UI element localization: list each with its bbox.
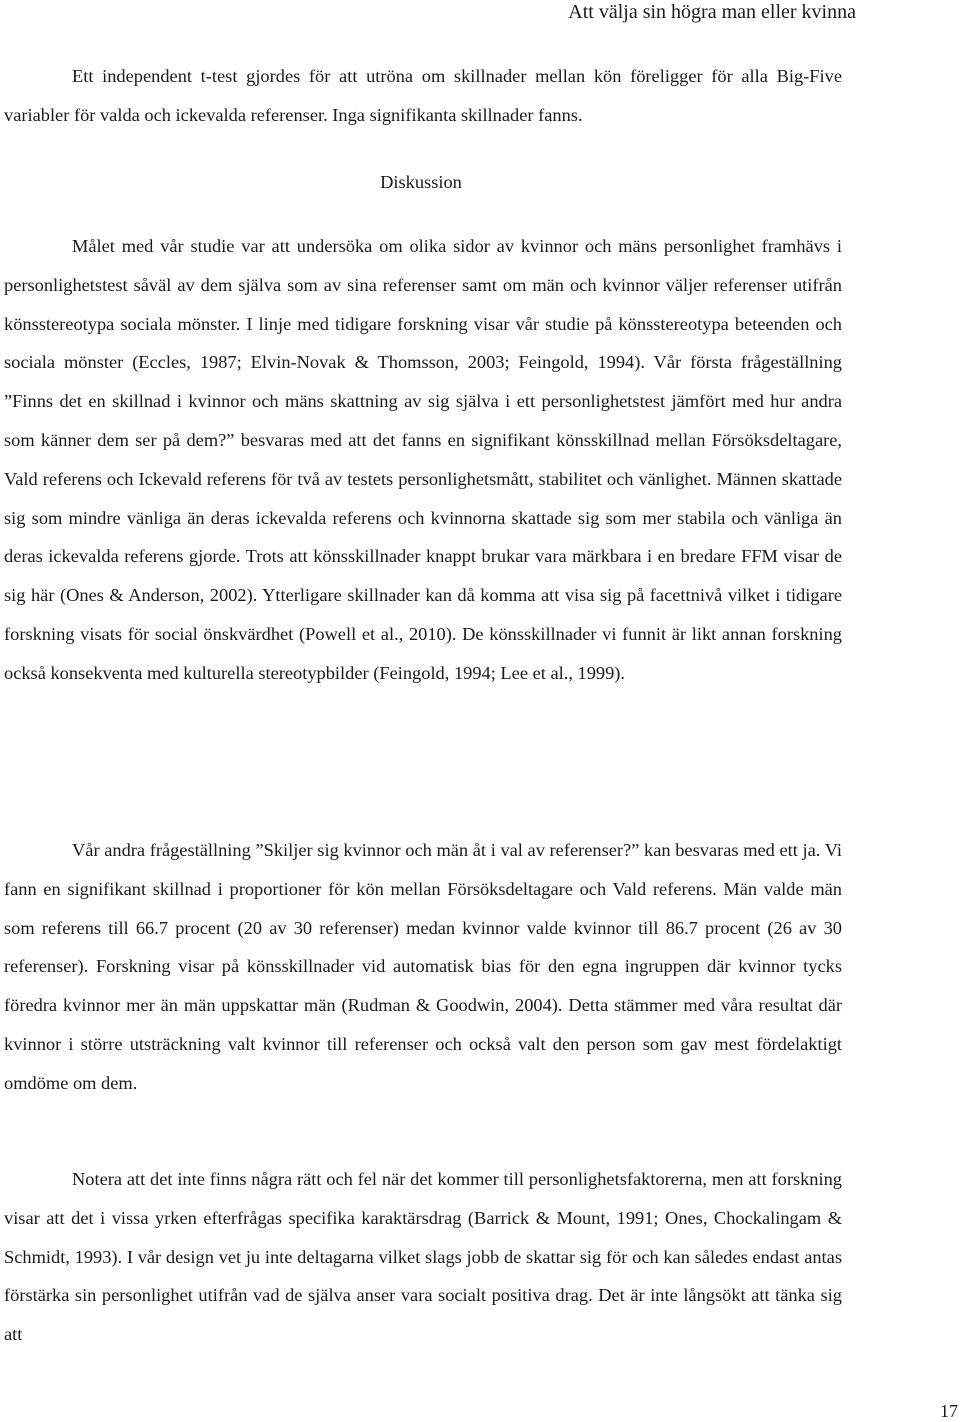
paragraph-discussion-3: Notera att det inte finns några rätt och fel när det kommer till personlighetsfaktorerna, men att forskning visar att det i vissa yrken efterfrågas specifika karaktärsdrag (Barrick & Mount, 1991; Ones, Chockalingam & Schmidt, 1993). I vår design vet ju inte deltagarna vilket slags jobb de skattar sig för och kan således endast antas förstärka sin personlighet utifrån vad de själva anser vara socialt positiva drag. Det är inte långsökt att tänka sig att: [4, 1169, 842, 1345]
paragraph-discussion-1: Målet med vår studie var att undersöka om olika sidor av kvinnor och mäns personlighet framhävs i personlighetstest såväl av dem själva som av sina referenser samt om män och kvinnor väljer referenser utifrån könsstereotypa sociala mönster. I linje med tidigare forskning visar vår studie på könsstereotypa beteenden och sociala mönster (Eccles, 1987; Elvin-Novak & Thomsson, 2003; Feingold, 1994). Vår första frågeställning ”Finns det en skillnad i kvinnor och mäns skattning av sig själva i ett personlighetstest jämfört med hur andra som känner dem ser på dem?” besvaras med att det fanns en signifikant könsskillnad mellan Försöksdeltagare, Vald referens och Ickevald referens för två av testets personlighetsmått, stabilitet och vänlighet. Männen skattade sig som mindre vänliga än deras ickevalda referens och kvinnorna skattade sig som mer stabila och vänliga än deras ickevalda referens gjorde. Trots att könsskillnader knappt brukar vara märkbara i en bredare FFM visar de sig här (Ones & Anderson, 2002). Ytterligare skillnader kan då komma att visa sig på facettnivå vilket i tidigare forskning visats för social önskvärdhet (Powell et al., 2010). De könsskillnader vi funnit är likt annan forskning också konsekventa med kulturella stereotypbilder (Feingold, 1994; Lee et al., 1999).: [4, 236, 842, 683]
section-heading: Diskussion: [380, 172, 462, 192]
page-number: 17: [940, 1401, 958, 1421]
running-header: Att välja sin högra man eller kvinna: [568, 1, 856, 23]
paragraph-discussion-2: Vår andra frågeställning ”Skiljer sig kvinnor och män åt i val av referenser?” kan besvaras med ett ja. Vi fann en signifikant skillnad i proportioner för kön mellan Försöksdeltagare och Vald referens. Män valde män som referens till 66.7 procent (20 av 30 referenser) medan kvinnor valde kvinnor till 86.7 procent (26 av 30 referenser). Forskning visar på könsskillnader vid automatisk bias för den egna ingruppen där kvinnor tycks föredra kvinnor mer än män uppskattar män (Rudman & Goodwin, 2004). Detta stämmer med våra resultat där kvinnor i större utsträckning valt kvinnor till referenser och också valt den person som gav mest fördelaktigt omdöme om dem.: [4, 840, 842, 1093]
paragraph-ttest: Ett independent t-test gjordes för att utröna om skillnader mellan kön föreligger för alla Big-Five variabler för valda och ickevalda referenser. Inga signifikanta skillnader fanns.: [4, 66, 842, 125]
